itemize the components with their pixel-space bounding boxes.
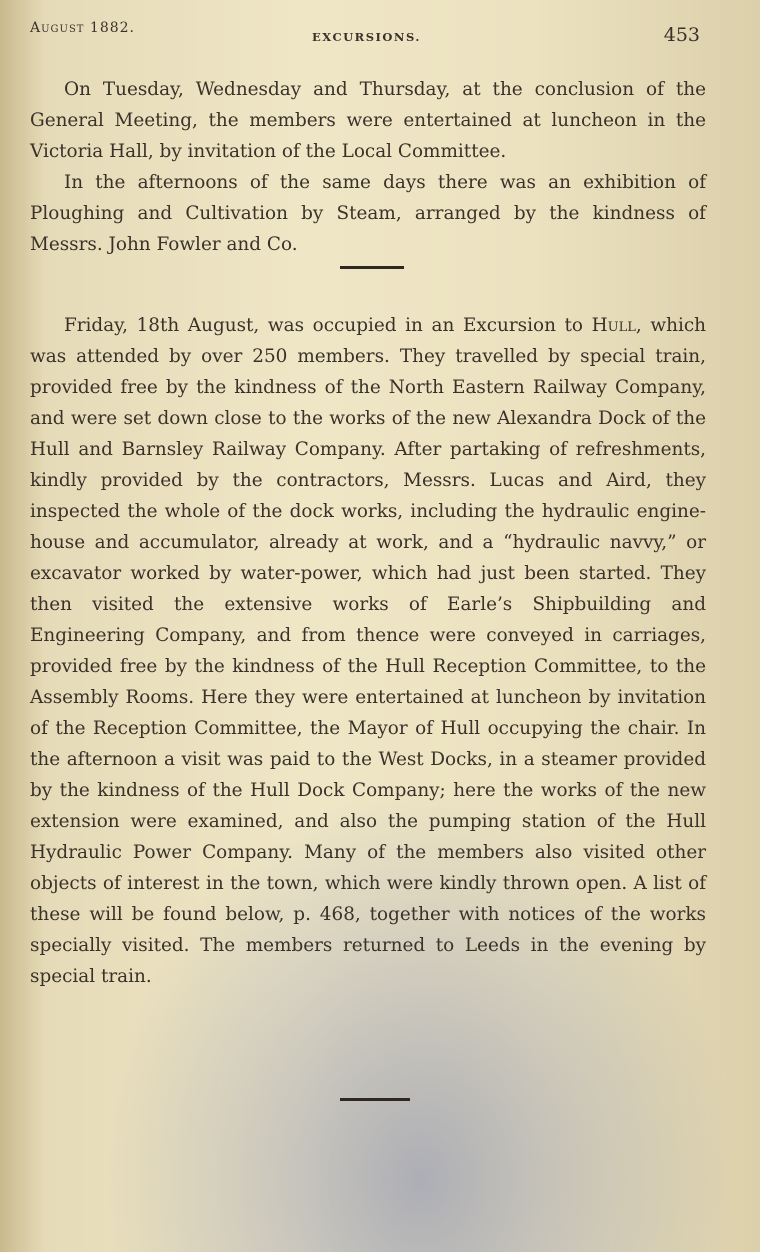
- running-header: [30, 18, 700, 48]
- place-name: Hull: [591, 315, 636, 336]
- paragraph-ploughing: In the afternoons of the same days there was an exhibition of Ploughing and Cultivation by Steam, arranged by the kindness of Messrs. John Fowler and Co.: [30, 172, 706, 255]
- paragraph-hull-excursion: [30, 310, 706, 992]
- section-general-meeting: [30, 74, 706, 260]
- paragraph-start: Friday, 18th August, was occupied in an Excursion to: [64, 315, 592, 336]
- section-hull-excursion: [30, 310, 706, 992]
- page-number: 453: [663, 24, 700, 46]
- end-divider: [340, 1098, 410, 1101]
- paragraph-luncheon: On Tuesday, Wednesday and Thursday, at the conclusion of the General Meeting, the members were entertained at luncheon in the Victoria Hall, by invitation of the Local Committee.: [30, 79, 706, 162]
- section-divider: [340, 266, 404, 269]
- header-section-title: EXCURSIONS.: [312, 30, 421, 44]
- header-date: August 1882.: [30, 20, 136, 36]
- paragraph-rest: , which was attended by over 250 members. They travelled by special train, provided free by the kindness of the North Eastern Railway Company, and were set down close to the works of the new Alexandra Dock of the Hull and Barnsley Railway Company. After partaking of refreshments, kindly provided by the contractors, Messrs. Lucas and Aird, they inspected the whole of the dock works, including the hydraulic engine-house and accumulator, already at work, and a “hydraulic navvy,” or excavator worked by water-power, which had just been started. They then visited the extensive works of Earle’s Shipbuilding and Engineering Company, and from thence were conveyed in carriages, provided free by the kindness of the Hull Reception Committee, to the Assembly Rooms. Here they were entertained at luncheon by invitation of the Reception Committee, the Mayor of Hull occupying the chair. In the afternoon a visit was paid to the West Docks, in a steamer provided by the kindness of the Hull Dock Company; here the works of the new extension were examined, and also the pumping station of the Hull Hydraulic Power Company. Many of the members also visited other objects of interest in the town, which were kindly thrown open. A list of these will be found below, p. 468, together with notices of the works specially visited. The members returned to Leeds in the evening by special train.: [30, 315, 706, 987]
